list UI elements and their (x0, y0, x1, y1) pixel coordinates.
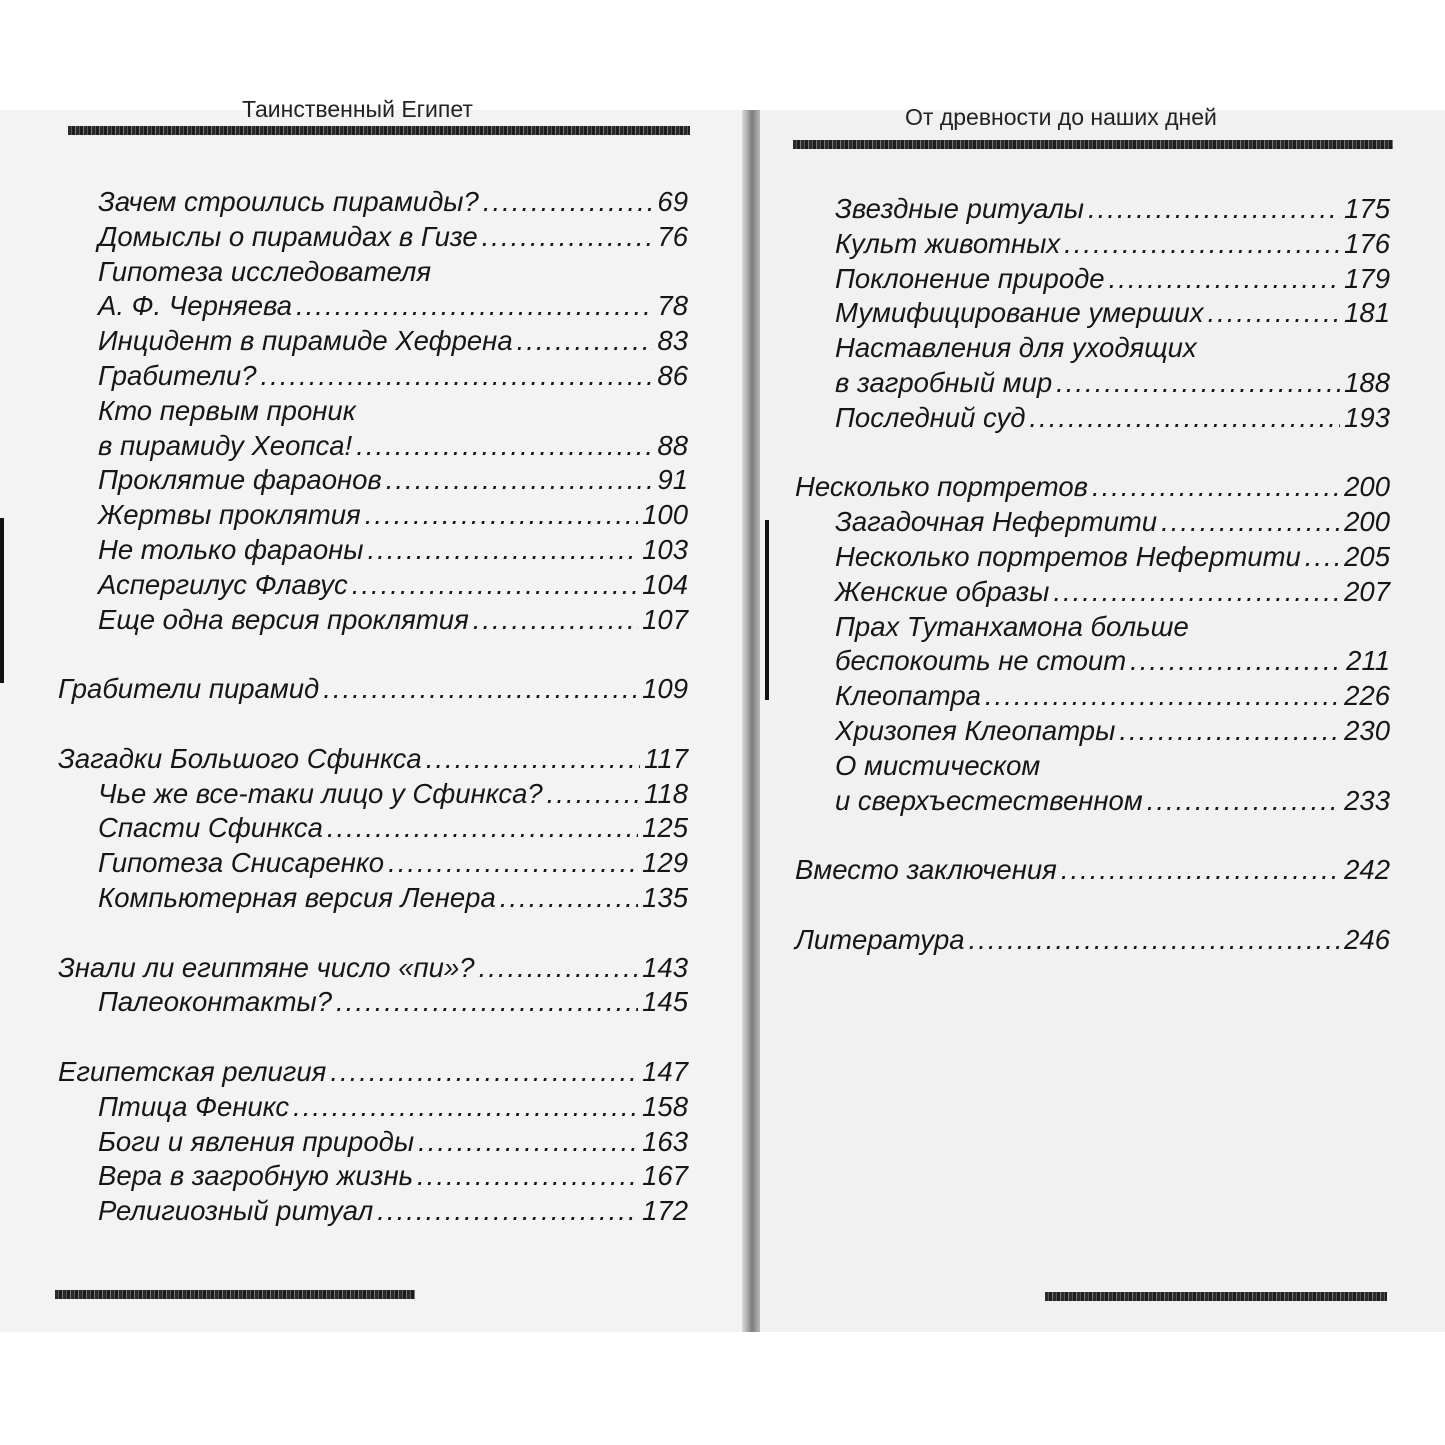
toc-page-number: 167 (642, 1160, 688, 1192)
toc-dot-leader (327, 812, 638, 844)
toc-entry-title: Кто первым проник (98, 394, 356, 426)
toc-page-number: 69 (657, 186, 688, 217)
toc-entry-title: и сверхъестественном (835, 784, 1143, 816)
toc-dot-leader (1119, 715, 1340, 747)
right-running-header: От древности до наших дней (905, 104, 1217, 130)
toc-entry-title: Гипотеза исследователя (98, 255, 432, 287)
toc-page-number: 76 (657, 220, 688, 252)
toc-entry[interactable] (58, 882, 688, 917)
toc-dot-leader (386, 464, 654, 496)
toc-entry[interactable] (58, 986, 688, 1021)
toc-entry[interactable] (795, 228, 1390, 263)
toc-entry[interactable] (795, 506, 1390, 541)
toc-entry-title: Женские образы (835, 575, 1050, 607)
toc-entry-title: в пирамиду Хеопса! (98, 429, 353, 461)
toc-entry[interactable] (58, 743, 688, 778)
toc-dot-leader (479, 952, 639, 984)
toc-spacer (58, 1021, 688, 1056)
toc-page-number: 145 (642, 986, 688, 1018)
toc-dot-leader (1088, 193, 1340, 225)
right-edge-shadow (765, 520, 769, 700)
toc-entry-title: Грабители? (98, 359, 257, 391)
toc-entry-title: Жертвы проклятия (98, 499, 361, 531)
toc-dot-leader (1061, 854, 1340, 886)
toc-entry-title: Загадки Большого Сфинкса (58, 742, 422, 774)
toc-entry-title: Гипотеза Снисаренко (98, 847, 385, 879)
toc-dot-leader (368, 534, 639, 566)
toc-page-number: 109 (642, 673, 688, 705)
toc-entry[interactable] (58, 952, 688, 987)
toc-page-number: 86 (657, 359, 688, 391)
toc-page-number: 88 (657, 429, 688, 461)
toc-entry[interactable] (58, 430, 688, 465)
toc-page-number: 172 (642, 1195, 688, 1227)
toc-entry-title: Проклятие фараонов (98, 464, 382, 496)
toc-entry-title: Звездные ритуалы (835, 193, 1084, 224)
book-gutter (742, 110, 760, 1332)
toc-page-number: 200 (1344, 506, 1390, 538)
toc-entry-title: в загробный мир (835, 366, 1053, 398)
toc-entry-title: Грабители пирамид (58, 673, 320, 705)
toc-entry[interactable] (58, 186, 688, 221)
toc-entry[interactable] (795, 785, 1390, 820)
toc-dot-leader (1064, 228, 1340, 260)
toc-page-number: 107 (642, 603, 688, 635)
toc-page-number: 78 (657, 290, 688, 322)
toc-entry-title: Литература (795, 923, 965, 955)
toc-dot-leader (1092, 471, 1340, 503)
toc-entry[interactable] (58, 1091, 688, 1126)
toc-entry-title: Клеопатра (835, 680, 981, 712)
toc-dot-leader (1147, 785, 1340, 817)
toc-entry-title: Еще одна версия проклятия (98, 603, 469, 635)
toc-entry-title: Вместо заключения (795, 854, 1057, 886)
toc-dot-leader (377, 1195, 638, 1227)
toc-entry-title: Аспергилус Флавус (98, 568, 348, 600)
toc-dot-leader (296, 290, 653, 322)
toc-page-number: 135 (642, 881, 688, 913)
toc-dot-leader (1029, 402, 1340, 434)
toc-entry-title: Наставления для уходящих (835, 332, 1197, 364)
toc-dot-leader (365, 499, 638, 531)
toc-page-number: 163 (642, 1125, 688, 1157)
toc-dot-leader (483, 186, 654, 218)
toc-page-number: 118 (644, 777, 688, 809)
toc-entry-title: Несколько портретов Нефертити (835, 540, 1301, 572)
toc-entry-title: О мистическом (835, 749, 1041, 781)
toc-dot-leader (482, 221, 654, 253)
toc-page-number: 226 (1344, 680, 1390, 712)
toc-entry-title: Компьютерная версия Ленера (98, 881, 496, 913)
toc-entry-title: Зачем строились пирамиды? (98, 186, 479, 217)
toc-dot-leader (388, 847, 638, 879)
toc-page-number: 83 (657, 325, 688, 357)
toc-page-number: 233 (1344, 784, 1390, 816)
right-header-rule (793, 140, 1393, 149)
toc-page-number: 230 (1344, 714, 1390, 746)
toc-entry[interactable] (795, 297, 1390, 332)
toc-entry[interactable] (58, 1126, 688, 1161)
toc-dot-leader (356, 430, 653, 462)
toc-entry[interactable] (58, 499, 688, 534)
toc-spacer (795, 437, 1390, 472)
toc-page-number: 103 (642, 533, 688, 565)
left-header-rule (68, 126, 690, 135)
left-footer-rule (55, 1290, 415, 1299)
toc-entry-title: Знали ли египтяне число «пи»? (58, 951, 475, 983)
toc-dot-leader (1109, 263, 1341, 295)
toc-dot-leader (417, 1160, 638, 1192)
toc-entry[interactable] (58, 1056, 688, 1091)
toc-entry[interactable] (58, 360, 688, 395)
toc-page-number: 246 (1344, 923, 1390, 955)
toc-spacer (795, 889, 1390, 924)
toc-entry[interactable] (58, 673, 688, 708)
toc-dot-leader (1056, 367, 1340, 399)
toc-entry[interactable] (58, 256, 688, 291)
toc-entry[interactable] (795, 576, 1390, 611)
toc-entry[interactable] (58, 221, 688, 256)
toc-page-number: 125 (642, 812, 688, 844)
toc-dot-leader (1130, 645, 1342, 677)
toc-entry[interactable] (58, 812, 688, 847)
toc-page-number: 207 (1344, 575, 1390, 607)
toc-entry-title: Чье же все-таки лицо у Сфинкса? (98, 777, 543, 809)
toc-entry[interactable] (795, 611, 1390, 646)
toc-page-number: 211 (1346, 645, 1390, 677)
toc-entry-title: Мумифицирование умерших (835, 297, 1204, 329)
toc-entry-title: Несколько портретов (795, 471, 1089, 503)
toc-entry-title: Боги и явления природы (98, 1125, 415, 1157)
toc-entry[interactable] (58, 569, 688, 604)
toc-entry[interactable] (58, 464, 688, 499)
toc-page-number: 176 (1344, 227, 1390, 259)
toc-page-number: 143 (642, 951, 688, 983)
toc-entry[interactable] (58, 847, 688, 882)
toc-page-number: 147 (642, 1055, 688, 1087)
toc-entry-title: Прах Тутанхамона больше (835, 610, 1189, 642)
toc-entry[interactable] (58, 395, 688, 430)
toc-entry[interactable] (58, 534, 688, 569)
toc-entry[interactable] (795, 680, 1390, 715)
toc-page-number: 179 (1344, 262, 1390, 294)
toc-entry[interactable] (58, 1160, 688, 1195)
toc-entry[interactable] (58, 290, 688, 325)
toc-entry-title: беспокоить не стоит (835, 645, 1127, 677)
toc-spacer (58, 638, 688, 673)
toc-entry[interactable] (795, 332, 1390, 367)
toc-entry-title: А. Ф. Черняева (98, 290, 293, 322)
toc-entry[interactable] (795, 750, 1390, 785)
toc-dot-leader (517, 325, 654, 357)
toc-entry-title: Хризопея Клеопатры (835, 714, 1116, 746)
right-footer-rule (1045, 1292, 1387, 1301)
toc-dot-leader (418, 1126, 638, 1158)
toc-dot-leader (1053, 576, 1340, 608)
toc-entry-title: Домыслы о пирамидах в Гизе (98, 220, 478, 252)
toc-page-number: 175 (1344, 193, 1390, 224)
toc-entry-title: Последний суд (835, 401, 1026, 433)
toc-entry[interactable] (795, 645, 1390, 680)
toc-page-number: 193 (1344, 401, 1390, 433)
toc-dot-leader (547, 778, 640, 810)
toc-entry[interactable] (795, 541, 1390, 576)
toc-dot-leader (352, 569, 638, 601)
toc-entry[interactable] (58, 778, 688, 813)
toc-dot-leader (1207, 297, 1340, 329)
toc-page-number: 100 (642, 499, 688, 531)
toc-entry[interactable] (795, 715, 1390, 750)
toc-dot-leader (969, 924, 1341, 956)
toc-entry-title: Поклонение природе (835, 262, 1105, 294)
toc-page-number: 205 (1344, 540, 1390, 572)
toc-dot-leader (426, 743, 640, 775)
toc-entry[interactable] (58, 325, 688, 360)
right-toc (795, 193, 1390, 959)
toc-entry[interactable] (795, 263, 1390, 298)
toc-entry[interactable] (795, 367, 1390, 402)
toc-dot-leader (323, 673, 638, 705)
toc-entry-title: Культ животных (835, 227, 1061, 259)
toc-page-number: 200 (1344, 471, 1390, 503)
toc-page-number: 242 (1344, 854, 1390, 886)
toc-spacer (795, 819, 1390, 854)
toc-entry[interactable] (795, 471, 1390, 506)
toc-entry-title: Вера в загробную жизнь (98, 1160, 414, 1192)
toc-page-number: 188 (1344, 366, 1390, 398)
toc-dot-leader (1161, 506, 1340, 538)
toc-entry[interactable] (795, 924, 1390, 959)
toc-page-number: 117 (644, 742, 688, 774)
toc-page-number: 104 (642, 568, 688, 600)
toc-spacer (58, 917, 688, 952)
toc-dot-leader (336, 986, 638, 1018)
toc-page-number: 158 (642, 1090, 688, 1122)
toc-page-number: 91 (657, 464, 688, 496)
left-edge-shadow (0, 518, 4, 683)
toc-entry-title: Не только фараоны (98, 533, 364, 565)
toc-dot-leader (473, 604, 638, 636)
left-running-header: Таинственный Египет (242, 96, 473, 122)
toc-dot-leader (293, 1091, 638, 1123)
toc-entry[interactable] (58, 604, 688, 639)
left-toc (58, 186, 688, 1230)
toc-page-number: 181 (1344, 297, 1390, 329)
toc-dot-leader (330, 1056, 638, 1088)
toc-entry-title: Птица Феникс (98, 1090, 290, 1122)
toc-dot-leader (1305, 541, 1340, 573)
toc-entry[interactable] (795, 193, 1390, 228)
toc-entry-title: Загадочная Нефертити (835, 506, 1158, 538)
toc-dot-leader (261, 360, 654, 392)
toc-entry[interactable] (58, 1195, 688, 1230)
toc-entry-title: Палеоконтакты? (98, 986, 333, 1018)
toc-entry[interactable] (795, 854, 1390, 889)
toc-page-number: 129 (642, 847, 688, 879)
toc-spacer (58, 708, 688, 743)
toc-entry-title: Спасти Сфинкса (98, 812, 323, 844)
toc-dot-leader (985, 680, 1340, 712)
toc-entry[interactable] (795, 402, 1390, 437)
toc-entry-title: Религиозный ритуал (98, 1195, 374, 1227)
toc-entry-title: Инцидент в пирамиде Хефрена (98, 325, 513, 357)
toc-dot-leader (500, 882, 638, 914)
toc-entry-title: Египетская религия (58, 1055, 327, 1087)
